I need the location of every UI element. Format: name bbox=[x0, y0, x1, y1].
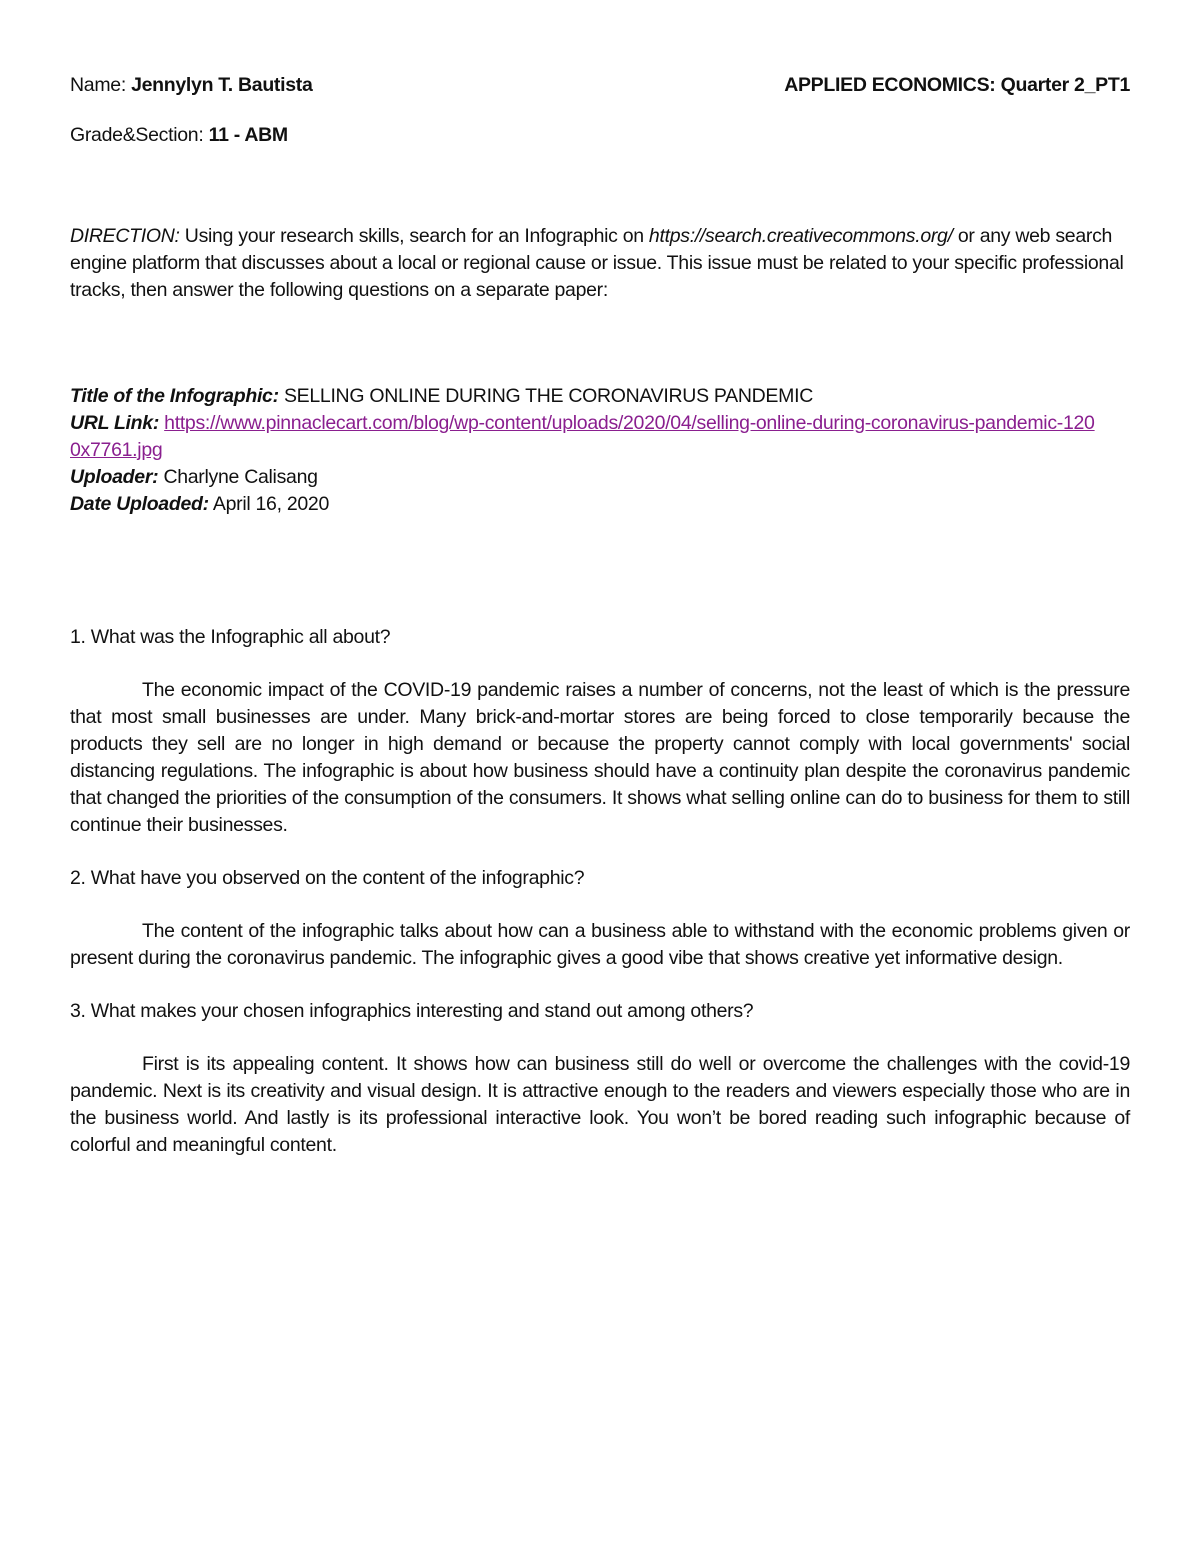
title-value: SELLING ONLINE DURING THE CORONAVIRUS PANDEMIC bbox=[283, 385, 813, 407]
direction-paragraph bbox=[70, 223, 1130, 304]
date-line bbox=[70, 491, 1130, 518]
date-value: April 16, 2020 bbox=[212, 493, 330, 515]
answer-3: First is its appealing content. It shows how can business still do well or overcome the challenges with the covid-19 pandemic. Next is its creativity and visual design. It is attractive enough to the readers and viewers especially those who are in the business world. And lastly is its professional interactive look. You won’t be bored reading such infographic because of colorful and meaningful content. bbox=[70, 1053, 1130, 1156]
questions-section bbox=[70, 624, 1130, 1159]
document-page bbox=[70, 72, 1130, 1185]
question-2: 2. What have you observed on the content of the infographic? bbox=[70, 867, 585, 889]
grade-label: Grade&Section: bbox=[70, 124, 204, 146]
direction-text-before: Using your research skills, search for an Infographic on bbox=[179, 225, 649, 247]
student-name: Jennylyn T. Bautista bbox=[131, 74, 313, 96]
uploader-value: Charlyne Calisang bbox=[163, 466, 318, 488]
course-title: APPLIED ECONOMICS: Quarter 2_PT1 bbox=[784, 74, 1130, 96]
url-label: URL Link: bbox=[70, 412, 160, 434]
url-line bbox=[70, 410, 1100, 464]
header-row bbox=[70, 72, 1130, 99]
infographic-url-link[interactable]: https://www.pinnaclecart.com/blog/wp-content/uploads/2020/04/selling-online-during-coronavirus-pandemic-1200x7761.jpg bbox=[70, 412, 1095, 461]
direction-label: DIRECTION: bbox=[70, 225, 180, 247]
grade-section-line bbox=[70, 122, 1130, 149]
uploader-label: Uploader: bbox=[70, 466, 159, 488]
question-1: 1. What was the Infographic all about? bbox=[70, 626, 391, 648]
name-line bbox=[70, 74, 313, 96]
infographic-details bbox=[70, 383, 1130, 518]
answer-1: The economic impact of the COVID-19 pandemic raises a number of concerns, not the least of which is the pressure that most small businesses are under. Many brick-and-mortar stores are being forced to close temporarily because the products they sell are no longer in high demand or because the property cannot comply with local governments' social distancing regulations. The infographic is about how business should have a continuity plan despite the coronavirus pandemic that changed the priorities of the consumption of the consumers. It shows what selling online can do to business for them to still continue their businesses. bbox=[70, 679, 1130, 836]
creativecommons-site: https://search.creativecommons.org/ bbox=[648, 225, 953, 247]
date-label: Date Uploaded: bbox=[70, 493, 209, 515]
grade-value: 11 - ABM bbox=[208, 124, 288, 146]
direction-text-after: or any web search engine platform that discusses about a local or regional cause or issue. This issue must be related to your specific professional tracks, then answer the following questions on a separate paper: bbox=[70, 225, 1124, 301]
answer-2: The content of the infographic talks about how can a business able to withstand with the economic problems given or present during the coronavirus pandemic. The infographic gives a good vibe that shows creative yet informative design. bbox=[70, 920, 1130, 969]
title-label: Title of the Infographic: bbox=[70, 385, 279, 407]
question-3: 3. What makes your chosen infographics interesting and stand out among others? bbox=[70, 1000, 754, 1022]
uploader-line bbox=[70, 464, 1130, 491]
infographic-title-line bbox=[70, 383, 1130, 410]
name-label: Name: bbox=[70, 74, 126, 96]
